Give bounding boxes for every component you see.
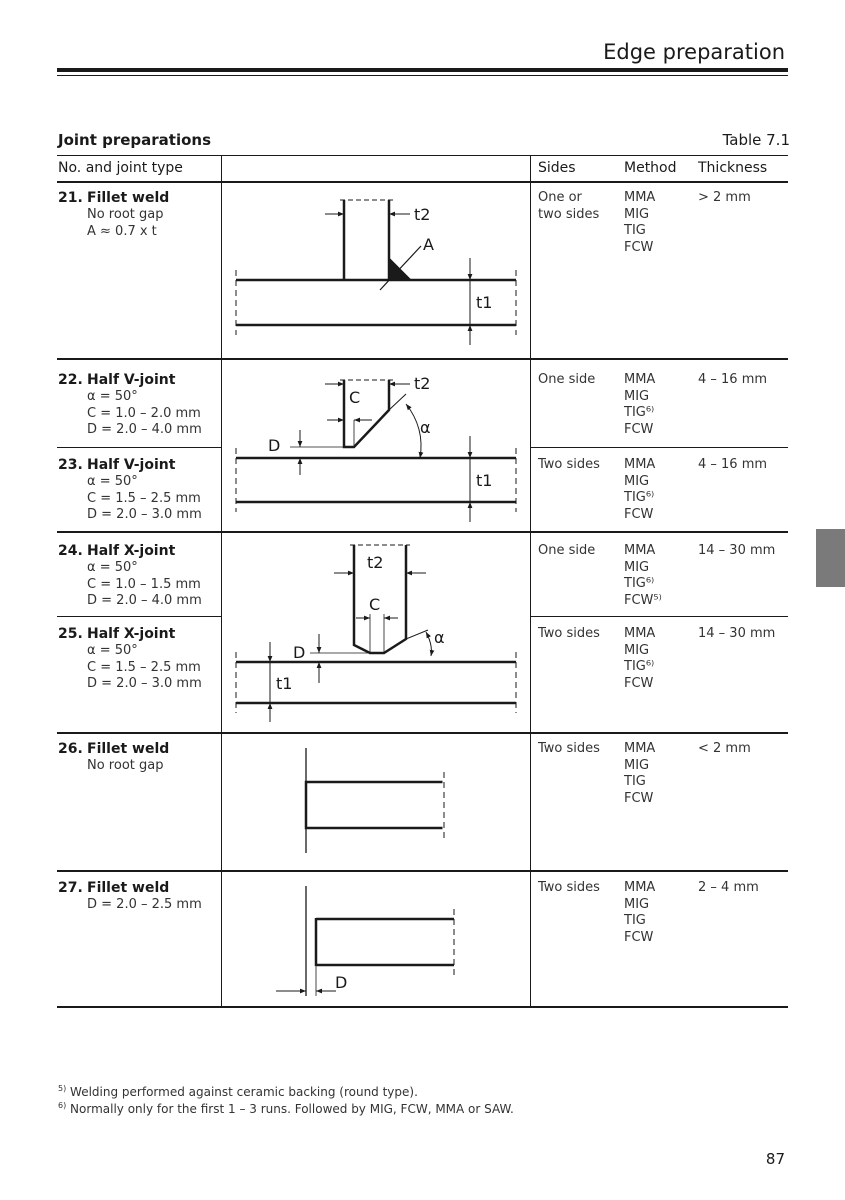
diagram-27-fillet-weld-gap [276,886,454,996]
column-header-method: Method [624,160,677,176]
diagram-21-fillet-weld [236,200,516,345]
thickness-cell: 2 – 4 mm [698,880,759,895]
row-detail: α = 50° [87,643,138,658]
label-alpha: α [420,418,431,437]
thickness-cell: < 2 mm [698,741,751,756]
thickness-cell: 14 – 30 mm [698,543,776,558]
label-a: A [423,235,434,254]
page-header-title: Edge preparation [603,40,785,64]
row-detail: D = 2.0 – 2.5 mm [87,897,202,912]
label-c: C [369,595,381,614]
label-t1: t1 [476,293,493,312]
label-t2: t2 [414,374,431,393]
row-title: 24. Half X-joint [58,543,176,559]
row-detail: D = 2.0 – 3.0 mm [87,676,202,691]
sides-cell: One side [538,372,596,387]
footnote-5: $^{5)}$ Welding performed against ceramic backing (round type). [58,1084,418,1099]
row-title: 22. Half V-joint [58,372,176,388]
label-d: D [335,973,348,992]
column-header-type: No. and joint type [58,160,183,176]
row-detail: C = 1.0 – 1.5 mm [87,576,201,592]
row-detail: A ≈ 0.7 x t [87,223,157,239]
row-detail: D = 2.0 – 3.0 mm [87,507,202,522]
method-cell: MMA MIG TIG⁶⁾ FCW [624,626,656,691]
thickness-cell: 14 – 30 mm [698,626,776,641]
label-c: C [349,388,361,407]
chapter-tab [816,529,845,587]
sides-cell: Two sides [538,880,600,895]
row-title: 25. Half X-joint [58,626,176,642]
thickness-cell: > 2 mm [698,190,751,205]
row-detail: α = 50° [87,389,138,404]
row-detail: D = 2.0 – 4.0 mm [87,593,202,608]
method-cell: MMA MIG TIG FCW [624,741,656,806]
method-cell: MMA MIG TIG FCW [624,190,656,255]
row-title: 21. Fillet weld [58,190,170,206]
sides-cell: Two sides [538,457,600,472]
sides-cell: One side [538,543,596,558]
row-detail: D = 2.0 – 4.0 mm [87,422,202,437]
method-cell: MMA MIG TIG FCW [624,880,656,945]
column-header-thickness: Thickness [698,160,768,176]
row-title: 27. Fillet weld [58,880,170,896]
sides-cell: Two sides [538,741,600,756]
label-t2: t2 [367,553,384,572]
method-cell: MMA MIG TIG⁶⁾ FCW [624,457,656,522]
column-header-sides: Sides [538,160,576,176]
sides-cell: Two sides [538,626,600,641]
sides-cell: One or two sides [538,190,600,222]
label-alpha: α [434,628,445,647]
row-title: 23. Half V-joint [58,457,176,473]
label-d: D [268,436,281,455]
label-t2: t2 [414,205,431,224]
diagram-26-fillet-weld [306,748,444,853]
row-detail: C = 1.5 – 2.5 mm [87,659,201,675]
label-t1: t1 [276,674,293,693]
section-title: Joint preparations [58,131,212,149]
thickness-cell: 4 – 16 mm [698,372,768,387]
row-detail: α = 50° [87,474,138,489]
thickness-cell: 4 – 16 mm [698,457,768,472]
method-cell: MMA MIG TIG⁶⁾ FCW [624,372,656,437]
method-cell: MMA MIG TIG⁶⁾ FCW⁵⁾ [624,543,662,608]
row-detail: No root gap [87,758,164,773]
label-t1: t1 [476,471,493,490]
page-number: 87 [765,1150,785,1168]
footnote-6: $^{6)}$ Normally only for the first 1 – 3 runs. Followed by MIG, FCW, MMA or SAW. [58,1101,514,1116]
label-d: D [293,643,306,662]
row-title: 26. Fillet weld [58,741,170,757]
table-label: Table 7.1 [722,131,790,149]
row-detail: C = 1.5 – 2.5 mm [87,490,201,506]
row-detail: α = 50° [87,560,138,575]
row-detail: C = 1.0 – 2.0 mm [87,405,201,421]
row-detail: No root gap [87,207,164,222]
